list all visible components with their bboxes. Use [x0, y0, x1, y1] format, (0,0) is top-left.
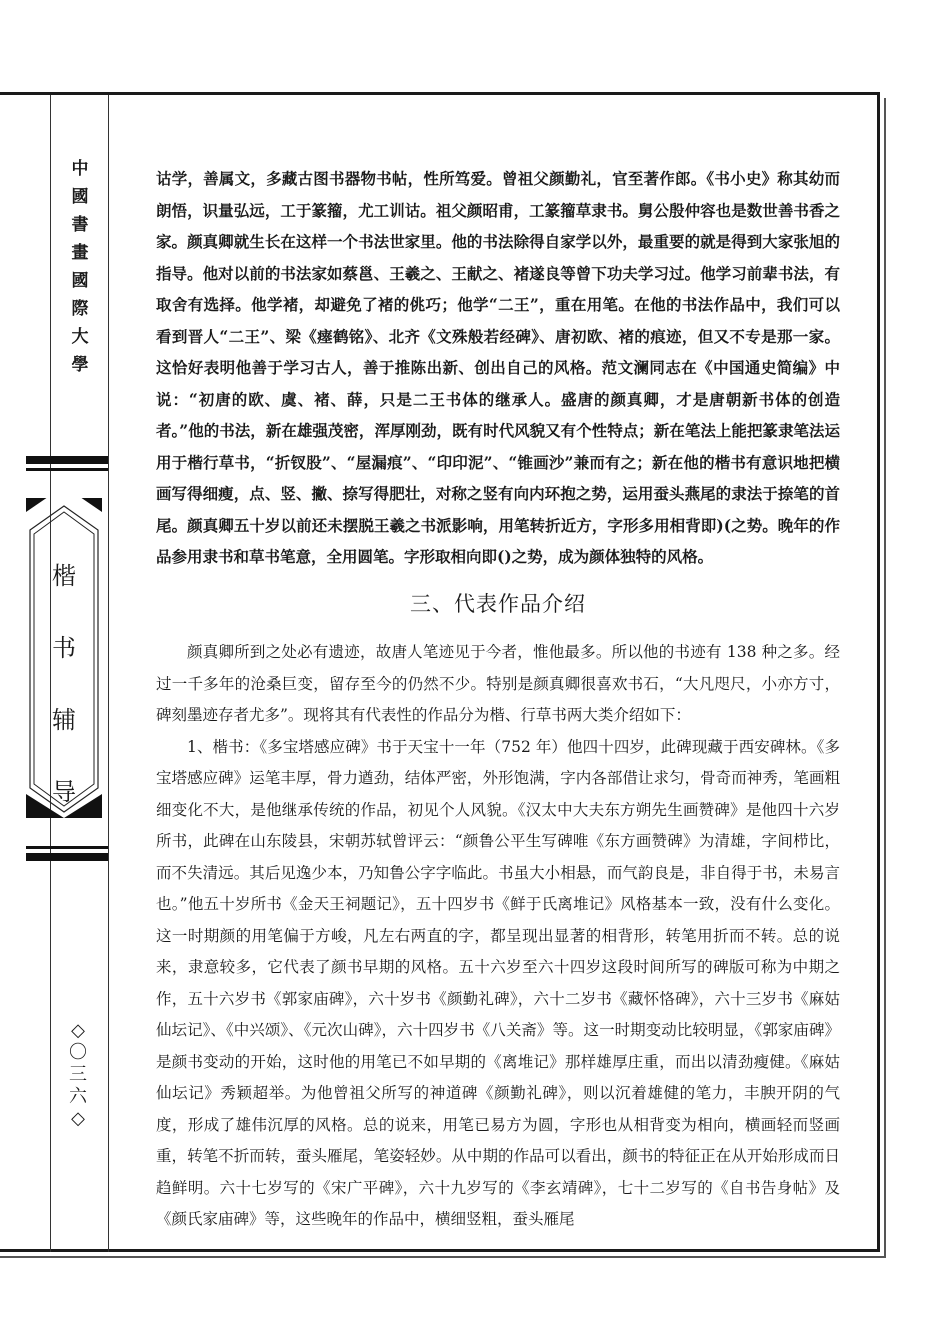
- sidebar-title-char: 畫: [71, 243, 89, 263]
- page-number-char: ◇: [71, 1108, 85, 1129]
- band-top-bar-2: [26, 468, 108, 471]
- sidebar-title-char: 中: [71, 159, 89, 179]
- sidebar-title-char: 際: [71, 299, 89, 319]
- sidebar-title-char: 學: [71, 355, 89, 375]
- body-paragraph: 颜真卿所到之处必有遗迹，故唐人笔迹见于今者，惟他最多。所以他的书迹有 138 种之多。经过一千多年的沧桑巨变，留存至今的仍然不少。特别是颜真卿很喜欢书石，“大凡咫尺，小亦方寸，碑刻墨迹存者尤多”。现将其有代表性的作品分为楷、行草书两大类介绍如下：: [156, 643, 840, 724]
- body-paragraph: 1、楷书：《多宝塔感应碑》书于天宝十一年（752 年）他四十四岁，此碑现藏于西安碑林。《多宝塔感应碑》运笔丰厚，骨力遒劲，结体严密，外形饱满，字内各部借让求匀，骨奇而神秀，笔画粗细变化不大，是他继承传统的作品，初见个人风貌。《汉太中大夫东方朔先生画赞碑》是他四十六岁所书，此碑在山东陵县，宋朝苏轼曾评云：“颜鲁公平生写碑唯《东方画赞碑》为清雄，字间栉比，而不失清远。其后见逸少本，乃知鲁公字字临此。书虽大小相悬，而气韵良是，非自得于书，未易言也。”他五十岁所书《金天王祠题记》，五十四岁书《鲜于氏离堆记》风格基本一致，没有什么变化。这一时期颜的用笔偏于方峻，凡左右两直的字，都呈现出显著的相背形，转笔用折而不转。总的说来，隶意较多，它代表了颜书早期的风格。五十六岁至六十四岁这段时间所写的碑版可称为中期之作，五十六岁书《郭家庙碑》，六十岁书《颜勤礼碑》，六十二岁书《藏怀恪碑》，六十三岁书《麻姑仙坛记》、《中兴颂》、《元次山碑》，六十四岁书《八关斋》等。这一时期变动比较明显，《郭家庙碑》是颜书变动的开始，这时他的用笔已不如早期的《离堆记》那样雄厚庄重，而出以清劲瘦健。《麻姑仙坛记》秀颖超举。为他曾祖父所写的神道碑《颜勤礼碑》，则以沉着雄健的笔力，丰腴开阴的气度，形成了雄伟沉厚的风格。总的说来，用笔已易方为圆，字形也从相背变为相向，横画轻而竖画重，转笔不折而转，蚕头雁尾，笔姿轻妙。从中期的作品可以看出，颜书的特征正在从开始形成而日趋鲜明。六十七岁写的《宋广平碑》，六十九岁写的《李玄靖碑》，七十二岁写的《自书告身帖》及《颜氏家庙碑》等，这些晚年的作品中，横细竖粗，蚕头雁尾: [156, 737, 840, 1228]
- page-number: [60, 1020, 96, 1130]
- category-char: 导: [52, 778, 76, 806]
- band-bottom-bar-1: [26, 846, 108, 849]
- upper-body-text: [156, 163, 840, 573]
- page-number-char: 〇: [69, 1042, 87, 1063]
- upper-paragraph: 诂学，善属文，多藏古图书器物书帖，性所笃爱。曾祖父颜勤礼，官至著作郎。《书小史》称其幼而朗悟，识量弘远，工于篆籀，尤工训诂。祖父颜昭甫，工篆籀草隶书。舅公殷仲容也是数世善书香之家。颜真卿就生长在这样一个书法世家里。他的书法除得自家学以外，最重要的就是得到大家张旭的指导。他对以前的书法家如蔡邕、王羲之、王献之、褚遂良等曾下功夫学习过。他学习前辈书法，有取舍有选择。他学褚，却避免了褚的佻巧；他学“二王”，重在用笔。在他的书法作品中，我们可以看到晋人“二王”、梁《瘗鹤铭》、北齐《文殊般若经碑》、唐初欧、褚的痕迹，但又不专是那一家。这恰好表明他善于学习古人，善于推陈出新、创出自己的风格。范文澜同志在《中国通史简编》中说：“初唐的欧、虞、褚、薛，只是二王书体的继承人。盛唐的颜真卿，才是唐朝新书体的创造者。”他的书法，新在雄强茂密，浑厚刚劲，既有时代风貌又有个性特点；新在笔法上能把篆隶笔法运用于楷行草书，“折钗股”、“屋漏痕”、“印印泥”、“锥画沙”兼而有之；新在他的楷书有意识地把横画写得细瘦，点、竖、撇、捺写得肥壮，对称之竖有向内环抱之势，运用蚕头燕尾的隶法于捺笔的首尾。颜真卿五十岁以前还未摆脱王羲之书派影响，用笔转折近方，字形多用相背即)(之势。晚年的作品参用隶书和草书笔意，全用圆笔。字形取相向即()之势，成为颜体独特的风格。: [156, 169, 840, 566]
- page-number-char: ◇: [71, 1020, 85, 1041]
- sidebar-title: [62, 155, 98, 379]
- sidebar-title-char: 國: [71, 271, 89, 291]
- band-top-bar-1: [26, 456, 108, 464]
- sidebar-title-char: 書: [71, 215, 89, 235]
- lower-body-text: [156, 637, 840, 1236]
- page-number-char: 三: [69, 1064, 87, 1085]
- category-char: 书: [52, 634, 76, 662]
- category-title: [22, 540, 106, 828]
- sidebar-rule-right: [108, 95, 109, 1252]
- category-char: 辅: [52, 706, 76, 734]
- sidebar-title-char: 國: [71, 187, 89, 207]
- section-heading: 三、代表作品介绍: [410, 592, 586, 616]
- sidebar-title-char: 大: [71, 327, 89, 347]
- band-bottom-bar-2: [26, 853, 108, 861]
- page-number-char: 六: [69, 1086, 87, 1107]
- category-char: 楷: [52, 562, 76, 590]
